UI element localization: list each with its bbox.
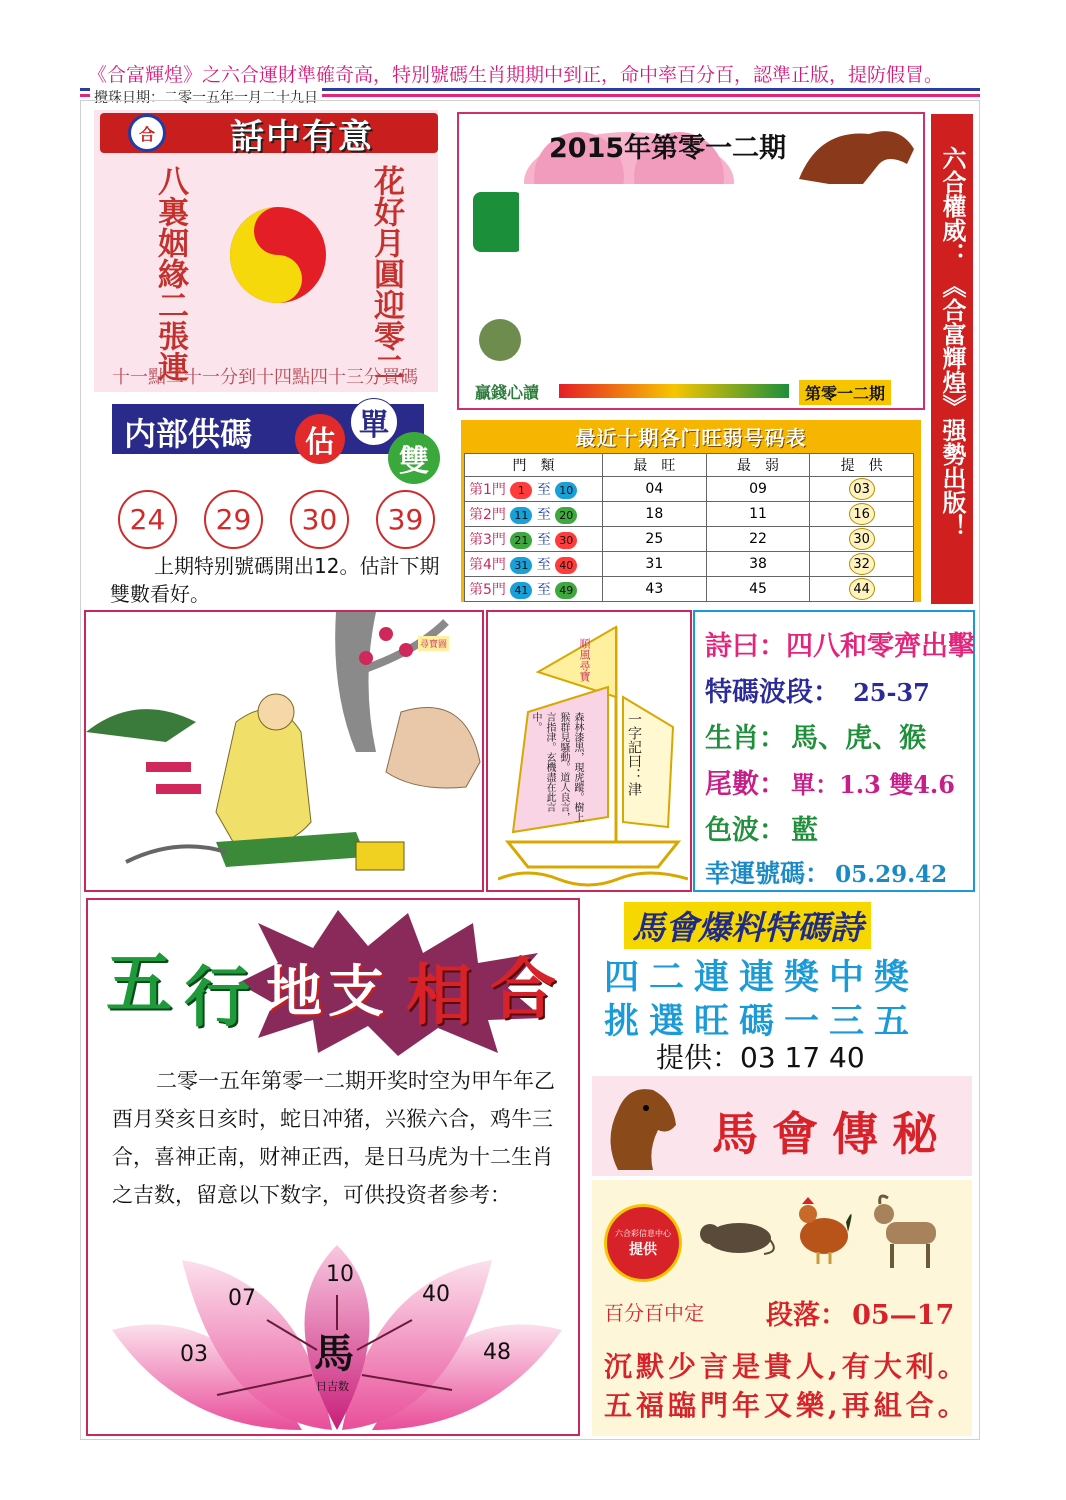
tail-value: 單：1.3 雙4.6: [791, 770, 955, 799]
horse-decor-icon: [789, 119, 919, 194]
table-row: [465, 577, 914, 602]
side-banner-text1: 六合權威：: [938, 146, 967, 266]
scholar-illustration: [86, 612, 482, 890]
pick-number: 16: [849, 503, 875, 525]
doors-table: [464, 453, 914, 602]
yin-yang-icon: [228, 205, 328, 305]
lotus-number: 10: [326, 1262, 354, 1287]
pick-cell: [810, 477, 914, 502]
doors-header: 提 供: [810, 454, 914, 477]
wave-label: 特碼波段：: [705, 677, 840, 708]
hints-title-bar: [100, 113, 438, 157]
sailboat-illustration: [498, 617, 688, 889]
range-ball: 41: [510, 582, 532, 599]
max-cell: 18: [603, 502, 707, 527]
range-to: 至: [536, 582, 551, 598]
tag-single: 單: [350, 398, 398, 446]
left-verse: 八裏姻緣二張連: [152, 165, 188, 382]
time-note: 十一點二十一分到十四點四十三分買碼: [112, 367, 418, 388]
rainbow-stripe: [559, 384, 789, 398]
range-ball: 10: [555, 482, 577, 499]
min-cell: 45: [706, 577, 810, 602]
wuxing-title: [106, 930, 576, 1036]
issue-image-redaction: [519, 184, 925, 369]
boat-panel: [486, 610, 692, 892]
lotus-center-sub: 日吉数: [316, 1380, 349, 1393]
secret-line2: 五福臨門年又樂,再組合。: [604, 1389, 970, 1422]
max-cell: 43: [603, 577, 707, 602]
internal-note: 上期特别號碼開出12。估計下期雙數看好。: [110, 554, 440, 606]
pick-number: 44: [849, 578, 875, 600]
wave-value: 25-37: [853, 678, 930, 707]
hints-title: 話中有意: [230, 116, 374, 157]
wuxing-char: 地: [266, 959, 322, 1025]
range-ball: 30: [555, 532, 577, 549]
goat-icon: [868, 1192, 944, 1270]
doors-panel: [461, 420, 921, 602]
info-stamp: [604, 1204, 682, 1282]
range-to: 至: [536, 507, 551, 523]
range-to: 至: [536, 482, 551, 498]
header-tagline: 《合富輝煌》之六合運財準確奇高，特別號碼生肖期期中到正，命中率百分百，認準正版，提防假冒。: [88, 64, 944, 86]
scholar-stamp: 尋寶圖: [418, 636, 449, 651]
horse-head-icon: [598, 1080, 678, 1172]
min-cell: 11: [706, 502, 810, 527]
boat-sail-text: 一字記曰：津: [626, 712, 642, 796]
rooster-icon: [790, 1192, 856, 1266]
range-ball: 31: [510, 557, 532, 574]
pick-number: 32: [849, 553, 875, 575]
issue-green-glyph: [473, 192, 523, 252]
door-label: 第5門: [469, 582, 506, 598]
wuxing-char: 支: [328, 959, 384, 1025]
secret-guarantee: 百分百中定: [604, 1301, 704, 1325]
internal-number: 24: [118, 490, 177, 549]
secret-line1: 沉默少言是貴人,有大利。: [604, 1350, 970, 1383]
segment-label: 段落：: [766, 1300, 847, 1331]
table-row: [465, 552, 914, 577]
max-cell: 04: [603, 477, 707, 502]
issue-slogan: 贏錢心讀: [475, 383, 540, 402]
lotus-center-char: 馬: [314, 1330, 354, 1377]
poem-panel: [693, 610, 975, 892]
logo-icon: 合: [128, 114, 166, 152]
scholar-panel: [84, 610, 484, 892]
internal-number: 29: [204, 490, 263, 549]
issue-badge: 第零一二期: [799, 380, 891, 405]
internal-number: 30: [290, 490, 349, 549]
max-cell: 25: [603, 527, 707, 552]
door-cell: [465, 477, 603, 502]
door-cell: [465, 577, 603, 602]
right-verse: 花好月圓迎零二: [368, 165, 404, 382]
lucky-label: 幸運號碼：: [705, 859, 831, 888]
pick-cell: [810, 552, 914, 577]
zodiac-label: 生肖：: [705, 723, 786, 754]
range-ball: 40: [555, 557, 577, 574]
wuxing-panel: [86, 898, 580, 1436]
doors-header: 最 弱: [706, 454, 810, 477]
color-row: [705, 808, 973, 854]
rat-icon: [694, 1212, 780, 1256]
secret-title: 馬會傳秘: [712, 1107, 952, 1161]
wuxing-char: 行: [184, 958, 250, 1036]
min-cell: 38: [706, 552, 810, 577]
lotus-number: 48: [483, 1340, 511, 1365]
info-stamp-ring: 六合彩信息中心: [615, 1228, 671, 1238]
range-ball: 11: [510, 507, 532, 524]
draw-date: 攪珠日期：二零一五年一月二十九日: [90, 87, 322, 107]
tag-estimate: 估: [295, 414, 345, 464]
wuxing-char: 相: [406, 956, 472, 1034]
wuxing-body: 二零一五年第零一二期开奖时空为甲午年乙酉月癸亥日亥时，蛇日冲猪，兴猴六合，鸡牛三合，喜神正南，财神正西，是日马虎为十二生肖之吉数，留意以下数字，可供投资者参考：: [112, 1069, 555, 1207]
pick-cell: [810, 527, 914, 552]
max-cell: 31: [603, 552, 707, 577]
range-ball: 1: [510, 482, 532, 499]
side-banner: [931, 114, 973, 604]
tail-label: 尾數：: [705, 769, 786, 800]
zodiac-value: 馬、虎、猴: [791, 723, 927, 754]
table-row: [465, 527, 914, 552]
range-ball: 49: [555, 582, 577, 599]
horse-poem-line2: 挑選旺碼一三五: [604, 1001, 920, 1042]
min-cell: 09: [706, 477, 810, 502]
moneybag-icon: [479, 319, 521, 361]
wuxing-char: 五: [106, 944, 172, 1022]
doors-header-row: [465, 454, 914, 477]
color-value: 藍: [791, 815, 819, 846]
horse-poem-provide: 提供：03 17 40: [656, 1041, 865, 1074]
pick-cell: [810, 502, 914, 527]
doors-header: 門 類: [465, 454, 603, 477]
door-cell: [465, 502, 603, 527]
internal-number: 39: [376, 490, 435, 549]
internal-title: 内部供碼: [124, 415, 253, 453]
doors-header: 最 旺: [603, 454, 707, 477]
info-stamp-center: 提供: [629, 1241, 657, 1258]
door-label: 第1門: [469, 482, 506, 498]
side-banner-text2: 《合富輝煌》强勢出版！: [938, 274, 967, 538]
tail-row: [705, 762, 973, 808]
door-cell: [465, 527, 603, 552]
color-label: 色波：: [705, 815, 786, 846]
pick-cell: [810, 577, 914, 602]
door-cell: [465, 552, 603, 577]
zodiac-row: [705, 716, 973, 762]
internal-numbers: [118, 490, 438, 549]
lotus-number: 07: [228, 1286, 256, 1311]
segment-row: [766, 1293, 954, 1332]
lucky-value: 05.29.42: [835, 861, 948, 888]
lotus-number: 40: [422, 1282, 450, 1307]
horse-poem-line1: 四二連連獎中獎: [604, 957, 920, 998]
range-ball: 20: [555, 507, 577, 524]
table-row: [465, 502, 914, 527]
pick-number: 03: [849, 478, 875, 500]
range-ball: 21: [510, 532, 532, 549]
min-cell: 22: [706, 527, 810, 552]
range-to: 至: [536, 532, 551, 548]
segment-value: 05—17: [852, 1300, 955, 1331]
pick-number: 30: [849, 528, 875, 550]
boat-sail-poem: 森林漆黑，現虎蹤。樹上猴群見騷動。道人良言，言指津。玄機盡在此言中。: [530, 712, 583, 822]
issue-panel: [457, 112, 925, 410]
tag-double: 雙: [388, 432, 440, 484]
wuxing-char: 合: [490, 950, 556, 1028]
issue-title: 2015年第零一二期: [549, 133, 787, 164]
wave-row: [705, 670, 973, 716]
door-label: 第2門: [469, 507, 506, 523]
poem-line: 詩曰：四八和零齊出擊: [705, 631, 975, 662]
doors-title: 最近十期各门旺弱号码表: [575, 426, 807, 450]
door-label: 第3門: [469, 532, 506, 548]
table-row: [465, 477, 914, 502]
horse-poem-title: 馬會爆料特碼詩: [624, 902, 871, 949]
secret-title-bar: [592, 1076, 972, 1176]
boat-flag: 順風尋寶: [578, 638, 591, 682]
door-label: 第4門: [469, 557, 506, 573]
lotus-number: 03: [180, 1342, 208, 1367]
range-to: 至: [536, 557, 551, 573]
lucky-row: [705, 854, 973, 894]
